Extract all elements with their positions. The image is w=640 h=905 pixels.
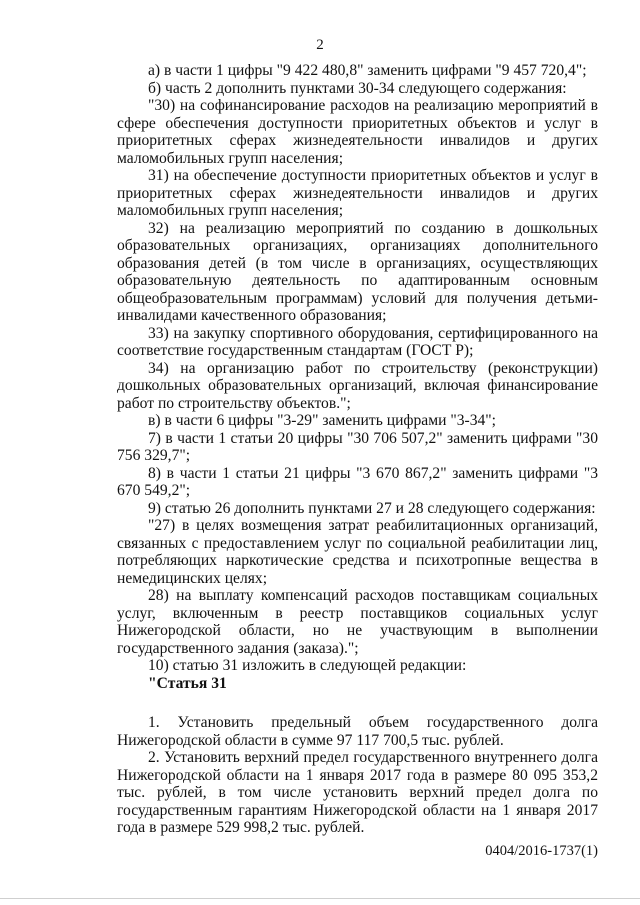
paragraph-a: а) в части 1 цифры "9 422 480,8" заменить цифрами "9 457 720,4"; (148, 62, 587, 79)
paragraph-9: 9) статью 26 дополнить пунктами 27 и 28 следующего содержания: (148, 499, 596, 517)
article-heading: "Статья 31 (148, 674, 227, 692)
paragraph-b: б) часть 2 дополнить пунктами 30-34 следующего содержания: (148, 79, 567, 97)
document-code: 0404/2016-1737(1) (485, 843, 598, 859)
paragraph-item-32: 32) на реализацию мероприятий по созданию в дошкольных образовательных организациях, организациях дополнительного образования детей (в том числе в организациях, осуществляющих образовательную деятельность по адаптированным основным общеобразовательным программам) условий для получения детьми-инвалидами качественного образования; (117, 219, 598, 324)
paragraph-v: в) в части 6 цифры "3-29" заменить цифрами "3-34"; (148, 412, 496, 429)
paragraph-8: 8) в части 1 статьи 21 цифры "3 670 867,2" заменить цифрами "3 670 549,2"; (117, 464, 598, 499)
paragraph-item-28: 28) на выплату компенсаций расходов поставщикам социальных услуг, включенным в реестр поставщиков социальных услуг Нижегородской области, но не участвующим в выполнении государственного задания (заказа)."; (117, 587, 598, 657)
paragraph-item-33: 33) на закупку спортивного оборудования, сертифицированного на соответствие государственным стандартам (ГОСТ Р); (117, 324, 598, 359)
paragraph-7: 7) в части 1 статьи 20 цифры "30 706 507,2" заменить цифрами "30 756 329,7"; (117, 429, 598, 464)
paragraph-article-2: 2. Установить верхний предел государственного внутреннего долга Нижегородской области на 1 января 2017 года в размере 80 095 353,2 тыс. рублей, в том числе установить верхний предел долга по государственным гарантиям Нижегородской области на 1 января 2017 года в размере 529 998,2 тыс. рублей. (117, 749, 598, 836)
paragraph-item-31: 31) на обеспечение доступности приоритетных объектов и услуг в приоритетных сферах жизнедеятельности инвалидов и других маломобильных групп населения; (117, 167, 598, 219)
page-edge-divider (0, 898, 640, 899)
spacer (117, 692, 598, 714)
page-number: 2 (316, 37, 324, 53)
paragraph-article-1: 1. Установить предельный объем государственного долга Нижегородской области в сумме 97 117 700,5 тыс. рублей. (117, 714, 598, 749)
paragraph-item-27: "27) в целях возмещения затрат реабилитационных организаций, связанных с предоставлением услуг по социальной реабилитации лиц, потребляющих наркотические средства и психотропные вещества в немедицинских целях; (117, 517, 598, 587)
document-body (117, 62, 598, 837)
paragraph-item-34: 34) на организацию работ по строительству (реконструкции) дошкольных образовательных организаций, включая финансирование работ по строительству объектов."; (117, 359, 598, 412)
paragraph-item-30: "30) на софинансирование расходов на реализацию мероприятий в сфере обеспечения доступности приоритетных объектов и услуг в приоритетных сферах жизнедеятельности инвалидов и других маломобильных групп населения; (117, 97, 598, 167)
paragraph-10: 10) статью 31 изложить в следующей редакции: (148, 657, 467, 674)
